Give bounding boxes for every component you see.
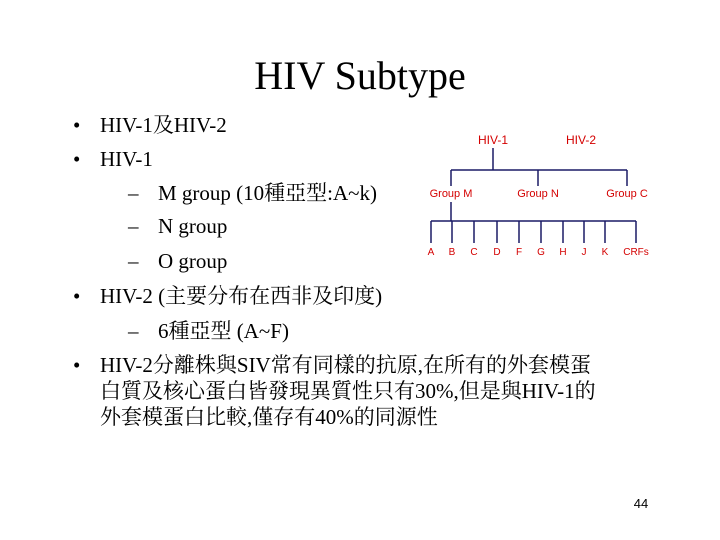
label-hiv-2: HIV-2 <box>565 133 597 147</box>
bullet-2-text: HIV-1 <box>100 147 153 171</box>
bullet-4-text-line-3: 外套模蛋白比較,僅存有40%的同源性 <box>100 405 438 429</box>
label-group-n: Group N <box>517 188 559 200</box>
bullet-3-text: HIV-2 (主要分布在西非及印度) <box>100 284 383 308</box>
sub-bullet-2-marker: – <box>128 214 139 238</box>
label-group-m: Group M <box>429 188 473 200</box>
sub-bullet-1-text: M group (10種亞型:A~k) <box>158 181 378 205</box>
sub-bullet-3-marker: – <box>128 249 139 273</box>
bullet-3-marker: • <box>73 284 81 308</box>
label-subtype-g: G <box>537 247 545 258</box>
label-subtype-a: A <box>427 247 435 258</box>
hiv-classification-diagram <box>420 126 660 266</box>
sub-bullet-1-marker: – <box>128 181 139 205</box>
label-hiv-1: HIV-1 <box>477 133 509 147</box>
sub-bullet-3-text: O group <box>158 249 228 273</box>
bullet-4-text-line-2: 白質及核心蛋白皆發現異質性只有30%,但是與HIV-1的 <box>100 379 596 403</box>
sub-bullet-4-marker: – <box>128 319 139 343</box>
bullet-2-marker: • <box>73 147 81 171</box>
label-subtype-d: D <box>493 247 501 258</box>
label-subtype-c: C <box>470 247 478 258</box>
bullet-4-marker: • <box>73 353 81 377</box>
label-subtype-k: K <box>601 247 609 258</box>
label-group-c: Group C <box>606 188 648 200</box>
label-subtype-h: H <box>559 247 567 258</box>
sub-bullet-2-text: N group <box>158 214 228 238</box>
bullet-1-marker: • <box>73 113 81 137</box>
page-number: 44 <box>633 496 649 511</box>
label-subtype-b: B <box>448 247 456 258</box>
label-subtype-f: F <box>515 247 523 258</box>
label-subtype-j: J <box>581 247 587 258</box>
slide-title: HIV Subtype <box>254 53 466 98</box>
bullet-4-text-line-1: HIV-2分離株與SIV常有同樣的抗原,在所有的外套模蛋 <box>100 353 591 377</box>
label-subtype-crfs: CRFs <box>623 247 649 258</box>
sub-bullet-4-text: 6種亞型 (A~F) <box>158 319 289 343</box>
bullet-1-text: HIV-1及HIV-2 <box>100 113 227 137</box>
